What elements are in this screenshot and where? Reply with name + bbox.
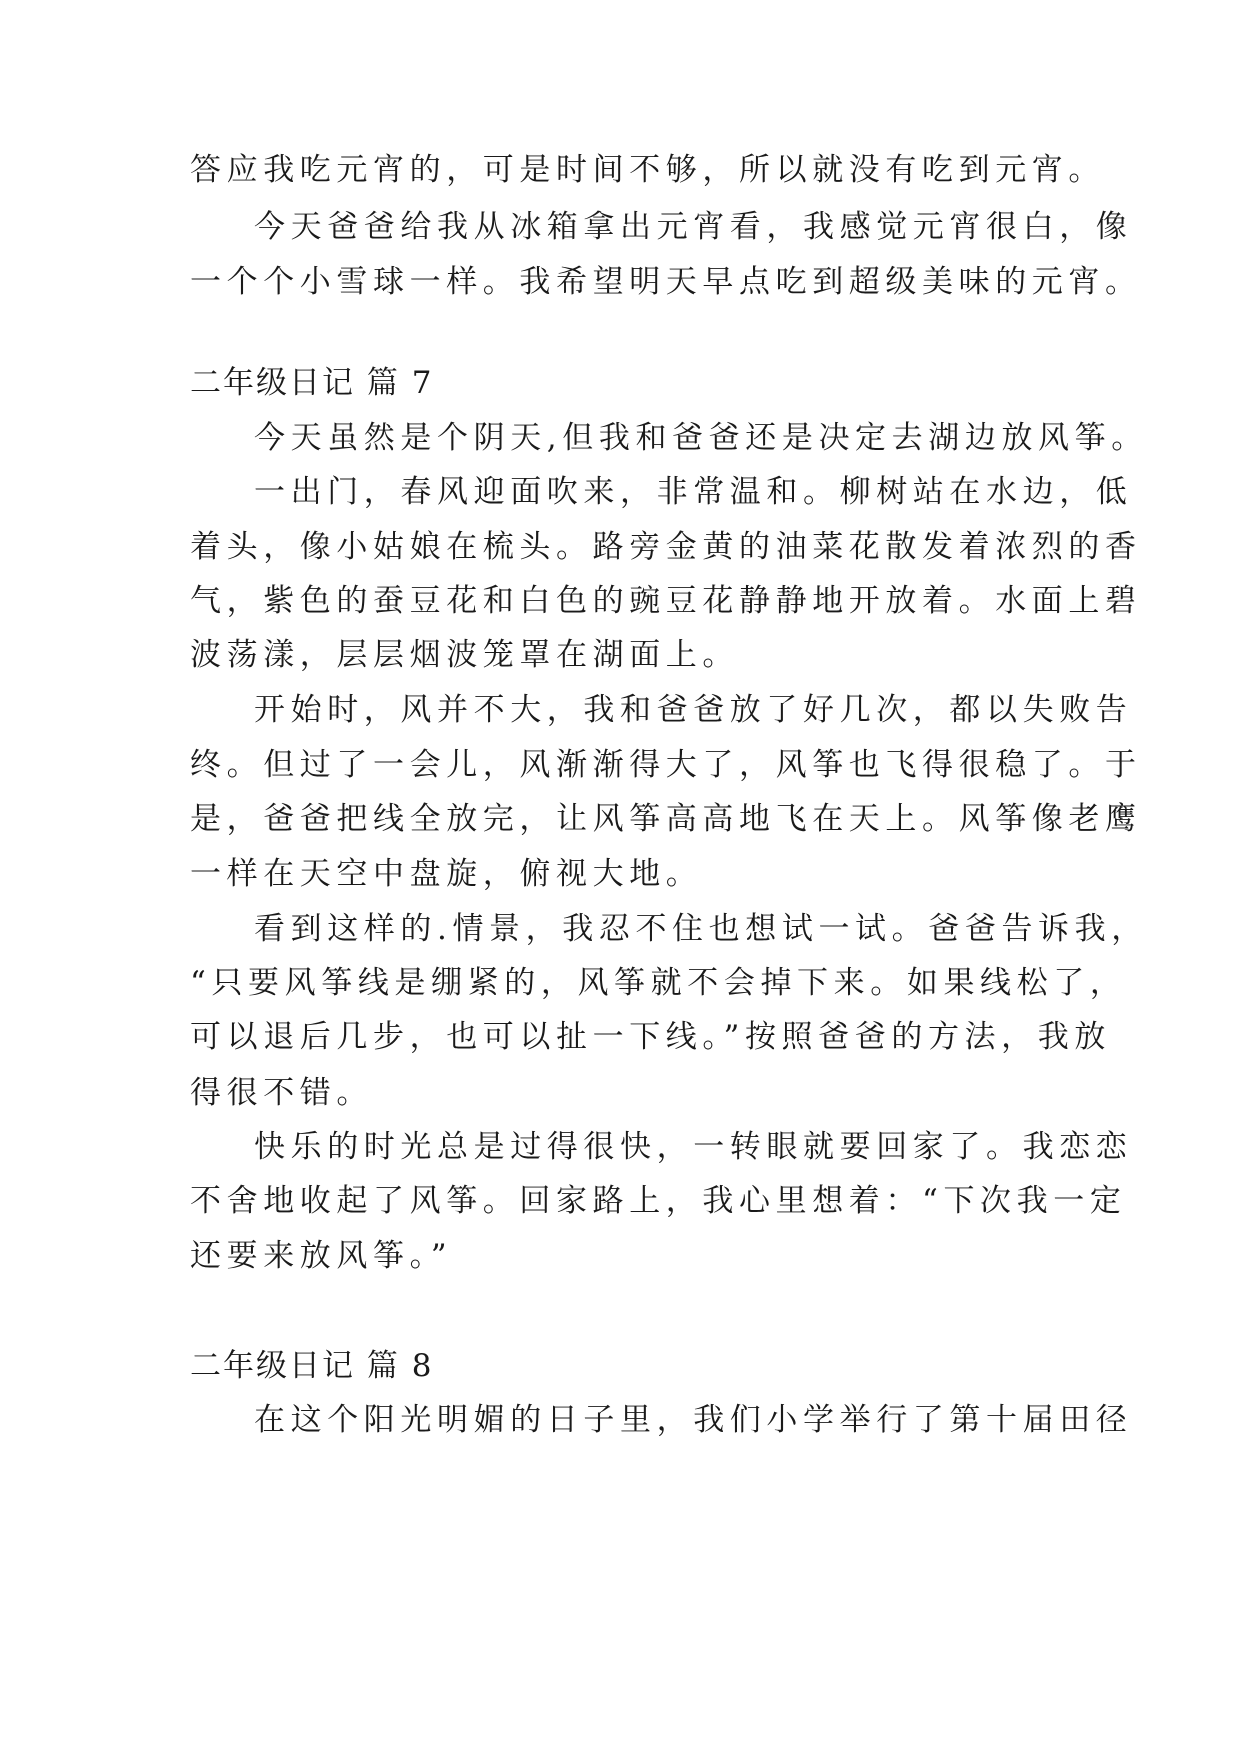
paragraph-line: 答应我吃元宵的，可是时间不够，所以就没有吃到元宵。 bbox=[190, 152, 1105, 188]
paragraph-line: 一出门，春风迎面吹来，非常温和。柳树站在水边，低 bbox=[254, 474, 1133, 510]
paragraph-line: 终。但过了一会儿，风渐渐得大了，风筝也飞得很稳了。于 bbox=[190, 747, 1142, 783]
paragraph-line: 快乐的时光总是过得很快，一转眼就要回家了。我恋恋 bbox=[254, 1129, 1133, 1165]
section-heading: 二年级日记 篇 7 bbox=[190, 365, 434, 401]
paragraph-line: 一样在天空中盘旋，俯视大地。 bbox=[190, 856, 703, 892]
paragraph-line: 今天虽然是个阴天,但我和爸爸还是决定去湖边放风筝。 bbox=[254, 420, 1148, 456]
paragraph-line: 还要来放风筝。” bbox=[190, 1238, 453, 1274]
paragraph-line: 是，爸爸把线全放完，让风筝高高地飞在天上。风筝像老鹰 bbox=[190, 801, 1142, 837]
section-heading: 二年级日记 篇 8 bbox=[190, 1348, 434, 1384]
paragraph-line: 在这个阳光明媚的日子里，我们小学举行了第十届田径 bbox=[254, 1402, 1133, 1438]
paragraph-line: 不舍地收起了风筝。回家路上，我心里想着：“下次我一定 bbox=[190, 1183, 1127, 1219]
paragraph-line: 着头，像小姑娘在梳头。路旁金黄的油菜花散发着浓烈的香 bbox=[190, 529, 1142, 565]
paragraph-line: 得很不错。 bbox=[190, 1075, 373, 1111]
paragraph-line: 一个个小雪球一样。我希望明天早点吃到超级美味的元宵。 bbox=[190, 264, 1142, 300]
paragraph-line: 看到这样的.情景，我忍不住也想试一试。爸爸告诉我， bbox=[254, 911, 1148, 947]
paragraph-line: 可以退后几步，也可以扯一下线。”按照爸爸的方法，我放 bbox=[190, 1019, 1111, 1055]
paragraph-line: “只要风筝线是绷紧的，风筝就不会掉下来。如果线松了， bbox=[190, 965, 1127, 1001]
paragraph-line: 气，紫色的蚕豆花和白色的豌豆花静静地开放着。水面上碧 bbox=[190, 583, 1142, 619]
paragraph-line: 波荡漾，层层烟波笼罩在湖面上。 bbox=[190, 637, 739, 673]
paragraph-line: 开始时，风并不大，我和爸爸放了好几次，都以失败告 bbox=[254, 692, 1133, 728]
paragraph-line: 今天爸爸给我从冰箱拿出元宵看，我感觉元宵很白，像 bbox=[254, 209, 1133, 245]
